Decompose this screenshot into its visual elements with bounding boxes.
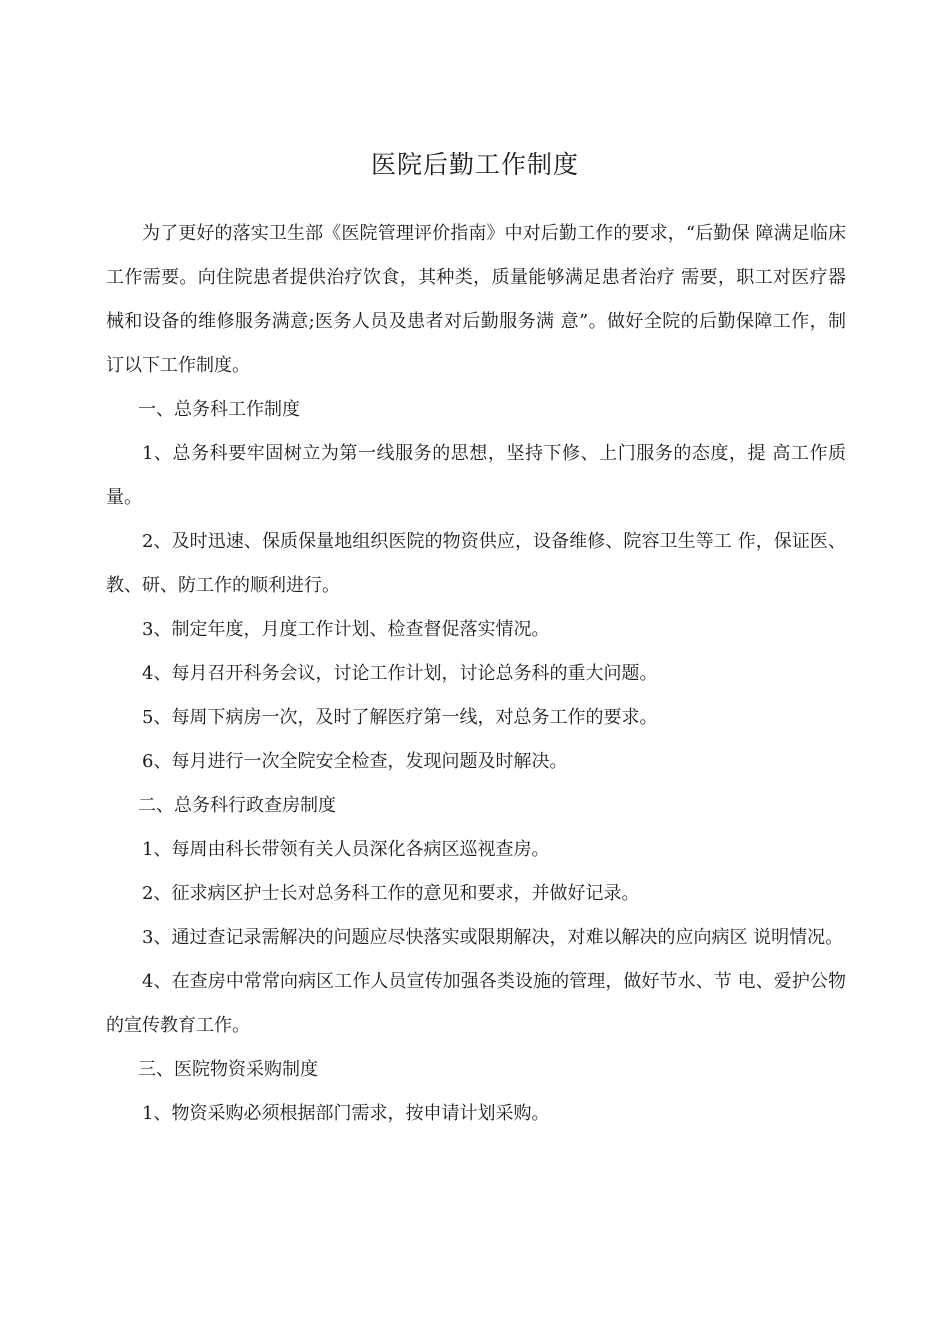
list-item: 2、及时迅速、保质保量地组织医院的物资供应，设备维修、院容卫生等工 作，保证医、教、研、防工作的顺利进行。 xyxy=(106,531,846,596)
list-item: 3、制定年度，月度工作计划、检查督促落实情况。 xyxy=(142,619,550,640)
list-item: 1、总务科要牢固树立为第一线服务的思想，坚持下修、上门服务的态度，提 高工作质量。 xyxy=(106,443,846,508)
document-body xyxy=(106,212,846,1136)
list-item: 3、通过查记录需解决的问题应尽快落实或限期解决，对难以解决的应向病区 说明情况。 xyxy=(142,927,844,948)
section-heading: 三、医院物资采购制度 xyxy=(138,1059,318,1080)
list-item: 4、每月召开科务会议，讨论工作计划，讨论总务科的重大问题。 xyxy=(142,663,658,684)
list-item: 2、征求病区护士长对总务科工作的意见和要求，并做好记录。 xyxy=(142,883,640,904)
page-title: 医院后勤工作制度 xyxy=(370,150,579,179)
section-heading: 二、总务科行政查房制度 xyxy=(138,795,336,816)
intro-paragraph: 为了更好的落实卫生部《医院管理评价指南》中对后勤工作的要求，“后勤保 障满足临床工作需要。向住院患者提供治疗饮食，其种类，质量能够满足患者治疗 需要，职工对医疗器械和设备的维修服务满意;医务人员及患者对后勤服务满 意”。做好全院的后勤保障工作，制订以下工作制度。 xyxy=(106,223,846,376)
list-item: 1、物资采购必须根据部门需求，按申请计划采购。 xyxy=(142,1103,550,1124)
section-heading: 一、总务科工作制度 xyxy=(138,399,300,420)
list-item: 6、每月进行一次全院安全检查，发现问题及时解决。 xyxy=(142,751,568,772)
list-item: 4、在查房中常常向病区工作人员宣传加强各类设施的管理，做好节水、节 电、爱护公物的宣传教育工作。 xyxy=(106,971,846,1036)
list-item: 5、每周下病房一次，及时了解医疗第一线，对总务工作的要求。 xyxy=(142,707,658,728)
list-item: 1、每周由科长带领有关人员深化各病区巡视查房。 xyxy=(142,839,550,860)
